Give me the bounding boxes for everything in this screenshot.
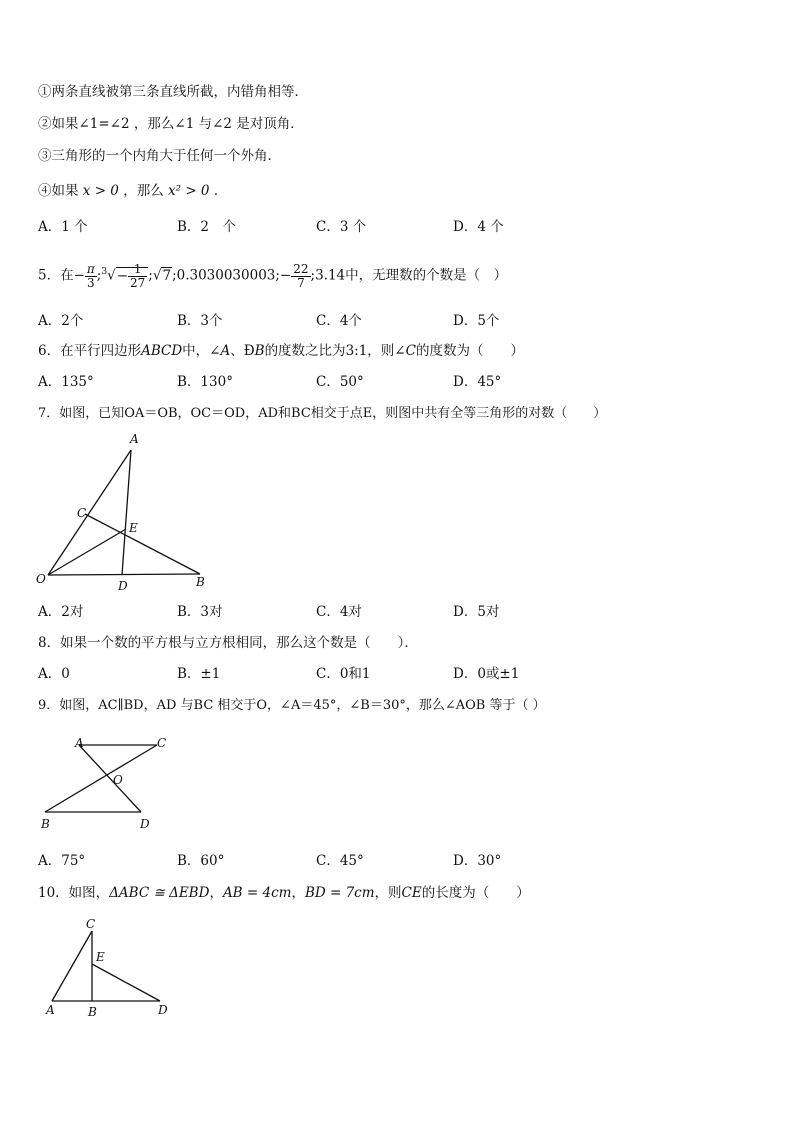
q6-angle-a: A bbox=[220, 343, 231, 359]
q9-line-ad bbox=[79, 745, 141, 812]
q7-option-a[interactable]: A．2对 bbox=[38, 604, 84, 620]
statement-1: ①两条直线被第三条直线所截，内错角相等． bbox=[38, 84, 308, 100]
q7-label-c: C bbox=[77, 506, 87, 520]
q5-seven: 7 bbox=[297, 275, 305, 290]
q10-line-ac bbox=[52, 931, 92, 1001]
q6-angle-b: B bbox=[254, 343, 265, 359]
q4-option-b[interactable]: B．2 个 bbox=[177, 219, 237, 235]
statement-4-math-1: x > 0 bbox=[82, 183, 119, 199]
q7-line-ob bbox=[48, 574, 200, 575]
q10-line-ed bbox=[92, 964, 160, 1001]
q5-fraction-1-27 bbox=[128, 263, 147, 290]
statement-4 bbox=[38, 182, 227, 200]
q6-option-b[interactable]: B．130° bbox=[177, 374, 233, 390]
q5-minus: − bbox=[73, 267, 85, 284]
q5-fraction-22-7 bbox=[291, 263, 310, 290]
statement-2: ②如果∠1=∠2 ，那么∠1 与∠2 是对顶角． bbox=[38, 116, 304, 132]
q9-label-b: B bbox=[41, 817, 50, 831]
q9-line-cb bbox=[45, 745, 157, 812]
q5-tail: ;3.14中，无理数的个数是（ ） bbox=[310, 267, 508, 284]
q5-pi: π bbox=[86, 261, 95, 276]
q7-option-c[interactable]: C．4对 bbox=[316, 604, 362, 620]
q5-sep-2: ; bbox=[148, 267, 153, 284]
q9-option-c[interactable]: C．45° bbox=[316, 853, 364, 869]
q5-mid: ;0.3030030003;− bbox=[172, 267, 292, 284]
q5-sep-1: ; bbox=[96, 267, 102, 284]
q5-cube-root-content bbox=[116, 261, 149, 290]
q5-option-c[interactable]: C．4个 bbox=[316, 313, 362, 329]
q9-figure bbox=[35, 733, 170, 833]
q10-text-a: 10．如图， bbox=[38, 885, 110, 901]
q5-three: 3 bbox=[87, 275, 95, 290]
q7-label-b: B bbox=[196, 575, 205, 589]
q10-text-b: ，则 bbox=[374, 885, 402, 901]
q6-text-c: 、Ð bbox=[230, 343, 255, 359]
q9-option-d[interactable]: D．30° bbox=[453, 853, 502, 869]
statement-4-mid: ，那么 bbox=[123, 183, 164, 199]
q10-label-c: C bbox=[86, 918, 96, 931]
q4-option-a[interactable]: A．1 个 bbox=[38, 219, 88, 235]
q7-line-bc bbox=[85, 514, 200, 574]
q5-question bbox=[38, 256, 507, 292]
q7-line-ad bbox=[122, 450, 131, 575]
q6-text-a: 6．在平行四边形 bbox=[38, 343, 142, 359]
q6-question bbox=[38, 342, 524, 360]
q5-option-a[interactable]: A．2个 bbox=[38, 313, 84, 329]
q6-text-f: 的度数为（ ） bbox=[415, 343, 524, 359]
q10-congruence: ΔABC ≅ ΔEBD bbox=[109, 885, 210, 901]
q9-label-a: A bbox=[75, 736, 84, 750]
statement-3: ③三角形的一个内角大于任何一个外角． bbox=[38, 148, 281, 164]
q9-label-c: C bbox=[157, 736, 167, 750]
q9-label-o: O bbox=[113, 773, 123, 787]
q8-option-b[interactable]: B．±1 bbox=[177, 666, 221, 682]
q10-ab-value: AB = 4cm bbox=[222, 885, 292, 901]
q6-ratio: 3:1 bbox=[345, 343, 368, 359]
q8-option-c[interactable]: C．0和1 bbox=[316, 666, 371, 682]
q6-text-b: 中，∠ bbox=[182, 343, 221, 359]
q7-label-a: A bbox=[130, 432, 139, 446]
q5-root-sign: √ bbox=[107, 267, 116, 284]
q6-text-d: 的度数之比为 bbox=[264, 343, 346, 359]
q5-prefix: 5．在 bbox=[38, 267, 74, 284]
q8-option-d[interactable]: D．0或±1 bbox=[453, 666, 520, 682]
q10-ce: CE bbox=[401, 885, 422, 901]
q7-label-o: O bbox=[36, 572, 46, 586]
q5-twentyseven: 27 bbox=[130, 275, 146, 290]
q7-label-e: E bbox=[129, 521, 138, 535]
q5-twentytwo: 22 bbox=[293, 261, 309, 276]
q6-option-a[interactable]: A．135° bbox=[38, 374, 94, 390]
q7-line-oe bbox=[48, 529, 126, 575]
q8-question: 8．如果一个数的平方根与立方根相同，那么这个数是（ ）． bbox=[38, 635, 418, 651]
q9-option-b[interactable]: B．60° bbox=[177, 853, 225, 869]
q10-label-e: E bbox=[96, 950, 105, 964]
statement-4-suffix: ． bbox=[213, 183, 228, 199]
q9-option-a[interactable]: A．75° bbox=[38, 853, 86, 869]
q5-sqrt-7: 7 bbox=[162, 267, 172, 284]
q7-label-d: D bbox=[118, 579, 128, 593]
statement-4-prefix: ④如果 bbox=[38, 183, 79, 199]
q7-line-oa bbox=[48, 450, 131, 575]
q10-question bbox=[38, 884, 530, 902]
q7-option-b[interactable]: B．3对 bbox=[177, 604, 223, 620]
q10-figure bbox=[40, 918, 175, 1020]
q5-option-d[interactable]: D．5个 bbox=[453, 313, 500, 329]
q5-sqrt-sign: √ bbox=[152, 267, 162, 284]
q5-one: 1 bbox=[128, 263, 147, 277]
q4-option-c[interactable]: C．3 个 bbox=[316, 219, 367, 235]
q7-option-d[interactable]: D．5对 bbox=[453, 604, 500, 620]
q10-label-a: A bbox=[46, 1003, 55, 1017]
q6-option-d[interactable]: D．45° bbox=[453, 374, 502, 390]
q10-label-d: D bbox=[158, 1003, 168, 1017]
q10-label-b: B bbox=[88, 1005, 97, 1019]
q9-question: 9．如图，AC∥BD，AD 与BC 相交于O，∠A＝45°，∠B＝30°，那么∠AOB 等于（ ） bbox=[38, 698, 546, 713]
q6-abcd: ABCD bbox=[141, 343, 183, 359]
q10-sep-2: ， bbox=[291, 885, 305, 901]
q7-figure bbox=[30, 428, 215, 593]
q6-option-c[interactable]: C．50° bbox=[316, 374, 364, 390]
q4-option-d[interactable]: D．4 个 bbox=[453, 219, 504, 235]
q5-fraction-pi-3 bbox=[85, 263, 97, 290]
q8-option-a[interactable]: A．0 bbox=[38, 666, 70, 682]
q10-sep-1: ， bbox=[209, 885, 223, 901]
q9-label-d: D bbox=[140, 817, 150, 831]
q6-text-e: ，则∠ bbox=[367, 343, 406, 359]
q5-cube-index: 3 bbox=[101, 267, 108, 277]
q6-angle-c: C bbox=[405, 343, 416, 359]
q5-option-b[interactable]: B．3个 bbox=[177, 313, 223, 329]
statement-4-math-2: x² > 0 bbox=[168, 183, 210, 199]
q10-bd-value: BD = 7cm bbox=[304, 885, 375, 901]
q5-cube-minus: − bbox=[116, 267, 129, 284]
q7-question: 7．如图，已知OA＝OB，OC＝OD，AD和BC相交于点E，则图中共有全等三角形的对数（ ） bbox=[38, 406, 607, 421]
q10-text-c: 的长度为（ ） bbox=[421, 885, 530, 901]
